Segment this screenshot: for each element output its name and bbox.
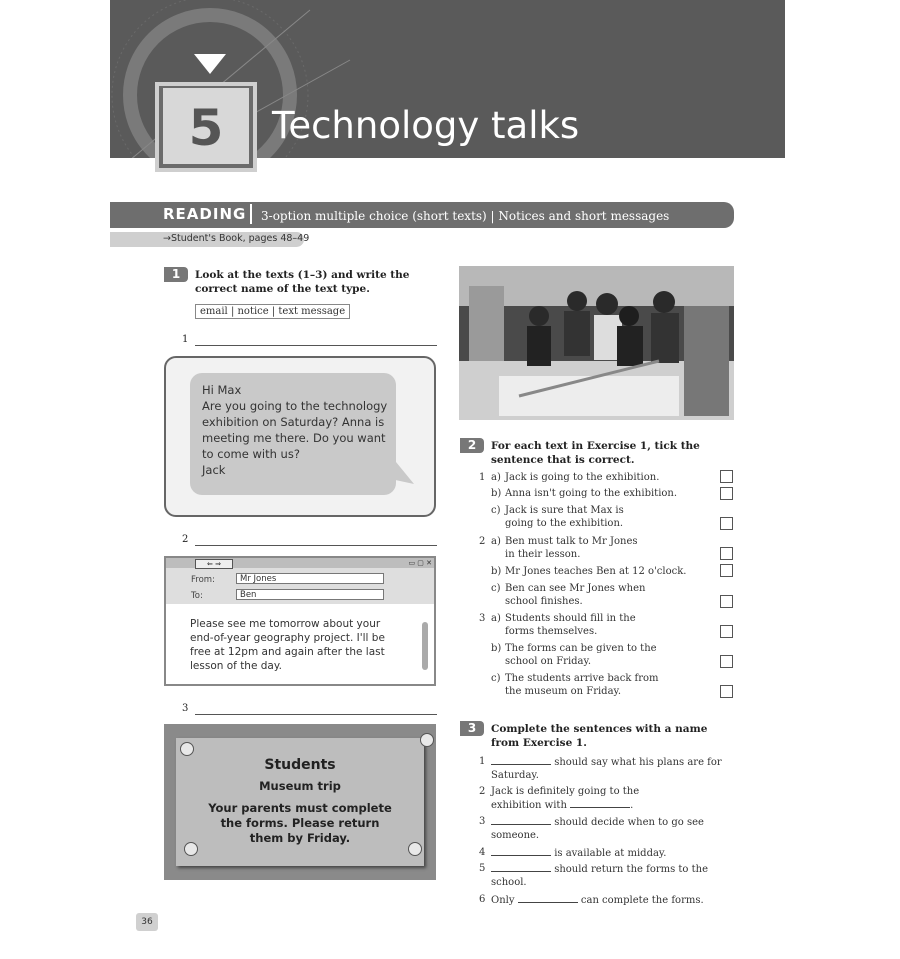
option-2b-checkbox[interactable] — [720, 564, 733, 577]
email-scrollbar[interactable] — [422, 622, 428, 670]
triangle-icon — [194, 54, 226, 74]
back-forward-icon[interactable]: ⇐ ⇒ — [195, 559, 233, 569]
answer-line-3[interactable] — [195, 713, 437, 715]
unit-title: Technology talks — [272, 104, 580, 147]
answer-blank[interactable] — [491, 862, 551, 872]
option-3c-text: The students arrive back from the museum on Friday. — [505, 673, 659, 697]
option-3c-checkbox[interactable] — [720, 685, 733, 698]
exercise-2-number: 2 — [460, 438, 484, 453]
exercise-3-instruction: Complete the sentences with a name from Exercise 1. — [491, 723, 708, 749]
option-2a-checkbox[interactable] — [720, 547, 733, 560]
option-3b-checkbox[interactable] — [720, 655, 733, 668]
ex3-item-2-text-after: with — [544, 800, 567, 811]
notice-title: Students — [264, 757, 336, 773]
ex3-item-2-text-before: Jack is definitely going to the exhibition — [491, 786, 640, 811]
option-1c-letter: c) — [491, 505, 501, 516]
to-field: Ben — [236, 589, 384, 600]
option-3b-letter: b) — [491, 643, 502, 654]
item-3-number: 3 — [182, 703, 189, 714]
notice-content — [176, 757, 424, 846]
group-2-number: 2 — [479, 536, 486, 547]
option-2a-text: Ben must talk to Mr Jones in their lesson. — [505, 536, 638, 560]
students-book-ref: →Student's Book, pages 48–49 — [163, 233, 310, 244]
ex3-item-2: Jack is definitely going to the exhibition with . — [491, 786, 640, 811]
option-3b-text: The forms can be given to the school on Friday. — [505, 643, 657, 667]
ex3-item-3-text: should decide when to go see someone. — [491, 817, 704, 841]
option-2c-text: Ben can see Mr Jones when school finishes. — [505, 583, 646, 607]
option-1b-letter: b) — [491, 488, 502, 499]
option-2c-letter: c) — [491, 583, 501, 594]
ex3-item-4-text: is available at midday. — [554, 848, 667, 859]
email-body: Please see me tomorrow about your end-of-year geography project. I'll be free at 12pm and again after the last lesson of the day. — [190, 618, 385, 672]
notice-body: Your parents must complete the forms. Please return them by Friday. — [208, 801, 392, 845]
ex3-item-3 — [491, 815, 711, 842]
message-body: Are you going to the technology exhibition on Saturday? Anna is meeting me there. Do you want to come with us? — [202, 399, 388, 461]
answer-blank[interactable] — [518, 893, 578, 903]
option-2a-letter: a) — [491, 536, 501, 547]
ex3-item-4-number: 4 — [479, 847, 486, 858]
word-box: email | notice | text message — [195, 304, 350, 319]
ex3-item-5-text: should return the forms to the school. — [491, 864, 709, 888]
greeting: Hi Max — [202, 383, 242, 397]
option-1b-text: Anna isn't going to the exhibition. — [505, 488, 678, 499]
signature: Jack — [202, 463, 226, 477]
exercise-3-number: 3 — [460, 721, 484, 736]
ex3-item-6-text-after: can complete the forms. — [580, 895, 704, 906]
ex3-item-2-number: 2 — [479, 786, 486, 797]
notice-subtitle: Museum trip — [259, 779, 341, 793]
exercise-1-instruction: Look at the texts (1–3) and write the correct name of the text type. — [195, 269, 410, 295]
option-3a-letter: a) — [491, 613, 501, 624]
section-label: READING — [163, 205, 247, 223]
exercise-1-number: 1 — [164, 267, 188, 282]
ex3-item-1-number: 1 — [479, 756, 486, 767]
page-number: 36 — [136, 913, 158, 931]
ex3-item-5-number: 5 — [479, 863, 486, 874]
option-1a-text: Jack is going to the exhibition. — [505, 472, 660, 483]
answer-line-1[interactable] — [195, 344, 437, 346]
option-3a-text: Students should fill in the forms themselves. — [505, 613, 636, 637]
option-2c-checkbox[interactable] — [720, 595, 733, 608]
option-2b-text: Mr Jones teaches Ben at 12 o'clock. — [505, 566, 687, 577]
ex3-item-1-text: should say what his plans are for Saturday. — [491, 757, 722, 781]
section-description: 3-option multiple choice (short texts) | Notices and short messages — [261, 209, 670, 223]
answer-blank[interactable] — [491, 846, 551, 856]
section-separator — [250, 204, 252, 224]
answer-blank[interactable] — [491, 815, 551, 825]
unit-number: 5 — [188, 99, 224, 157]
option-1b-checkbox[interactable] — [720, 487, 733, 500]
option-1a-letter: a) — [491, 472, 501, 483]
ex3-item-1 — [491, 755, 726, 782]
answer-blank[interactable] — [570, 798, 630, 808]
option-3c-letter: c) — [491, 673, 501, 684]
group-1-number: 1 — [479, 472, 486, 483]
option-1c-checkbox[interactable] — [720, 517, 733, 530]
option-3a-checkbox[interactable] — [720, 625, 733, 638]
speech-bubble-tail — [386, 462, 416, 486]
ex3-item-6-number: 6 — [479, 894, 486, 905]
answer-blank[interactable] — [491, 755, 551, 765]
ex3-item-5 — [491, 862, 716, 889]
exercise-2-instruction: For each text in Exercise 1, tick the sentence that is correct. — [491, 440, 700, 466]
option-1c-text: Jack is sure that Max is going to the exhibition. — [505, 505, 624, 529]
students-robot-photo — [459, 266, 734, 420]
text-message-content — [202, 382, 388, 478]
from-label: From: — [191, 575, 215, 585]
group-3-number: 3 — [479, 613, 486, 624]
to-label: To: — [191, 591, 203, 601]
option-1a-checkbox[interactable] — [720, 470, 733, 483]
window-controls-icon[interactable]: ▭ ▢ ✕ — [408, 559, 432, 567]
option-2b-letter: b) — [491, 566, 502, 577]
answer-line-2[interactable] — [195, 544, 437, 546]
item-2-number: 2 — [182, 534, 189, 545]
ex3-item-6 — [491, 893, 731, 907]
ex3-item-3-number: 3 — [479, 816, 486, 827]
ex3-item-4 — [491, 846, 726, 860]
from-field: Mr Jones — [236, 573, 384, 584]
pin-icon — [180, 742, 194, 756]
pin-icon — [420, 733, 434, 747]
item-1-number: 1 — [182, 334, 189, 345]
ex3-item-6-text-before: Only — [491, 895, 515, 906]
